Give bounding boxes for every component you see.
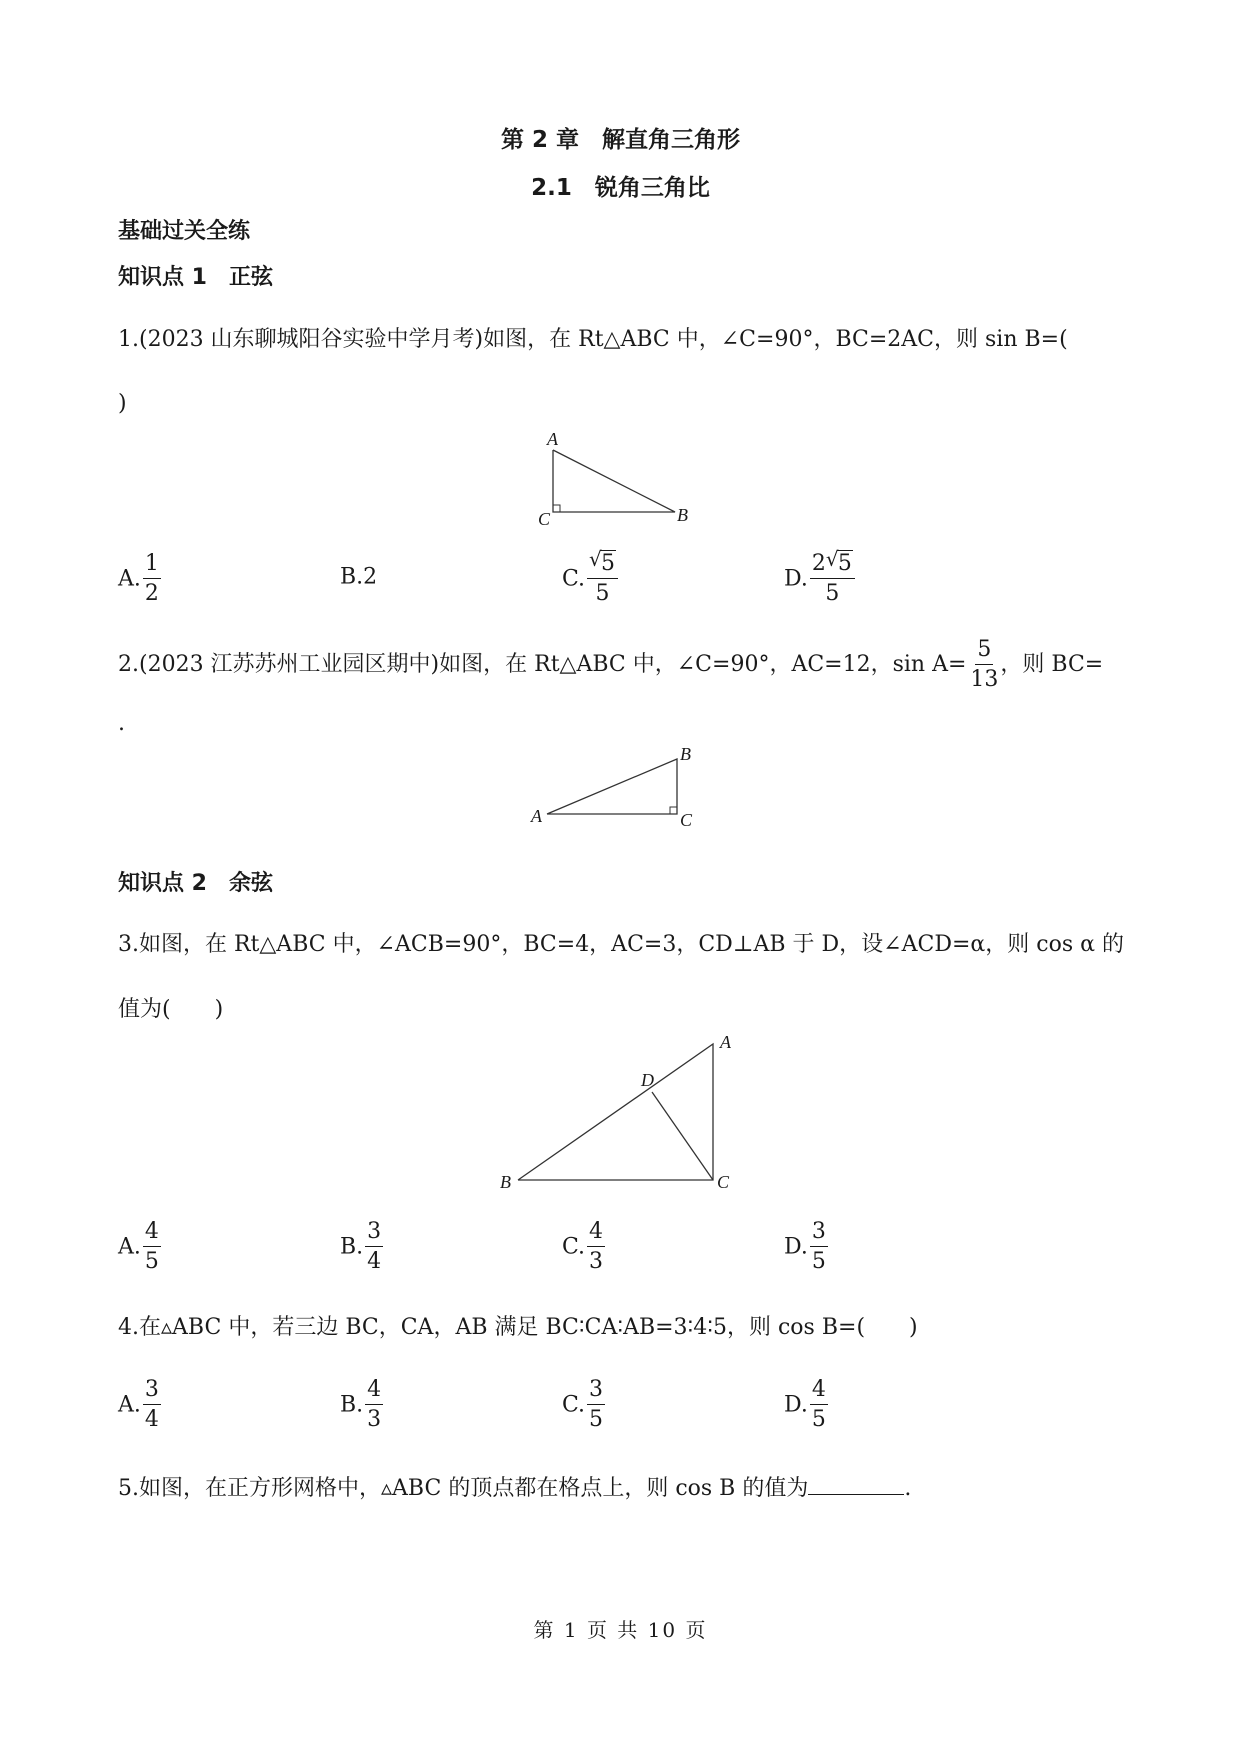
q1-triangle [553,450,675,512]
page-footer: 第 1 页 共 10 页 [533,1618,708,1642]
q5-text: 5.如图，在正方形网格中，▵ABC 的顶点都在格点上，则 cos B 的值为 . [118,1476,912,1501]
q1-right-angle-mark [553,505,560,512]
q1-option-c: C. √ $\frac{5}{5}$ [562,553,618,605]
q1-close: ) [118,391,127,416]
q1-label-C: C [538,509,551,529]
chapter-title: 第 2 章 解直角三角形 [500,127,741,153]
q2-label-A: A [531,806,542,826]
q2-period: . [118,711,125,736]
q2-triangle [547,759,677,814]
q3-text-2: 值为( ) [118,997,224,1022]
q3-label-D: D [641,1070,654,1090]
q3-figure [495,1030,745,1200]
q4-option-d: D. $\frac{4}{5}$ [784,1377,826,1432]
q1-figure [530,425,710,530]
q3-label-C: C [717,1172,730,1192]
q1-text: 1.(2023 山东聊城阳谷实验中学月考)如图，在 Rt△ABC 中，∠C=90°，BC=2AC，则 sin B=( [118,327,1068,352]
q2-right-angle-mark [670,807,677,814]
knowledge-point-1: 知识点 1 正弦 [118,265,273,290]
q4-option-c: C. $\frac{3}{5}$ [562,1377,604,1432]
q2-label-C: C [680,810,693,830]
q1-label-B: B [677,505,688,525]
q2-label-B: B [680,744,691,764]
q3-altitude-cd [652,1092,713,1180]
q3-option-c: C. $\frac{4}{3}$ [562,1219,604,1274]
section-title: 2.1 锐角三角比 [531,175,710,201]
q1-label-A: A [547,429,558,449]
q1-option-a: A. $\frac{1}{2}$ [118,551,159,606]
q3-label-A: A [720,1032,731,1052]
q5-answer-blank [808,1474,904,1495]
q2-text: 2.(2023 江苏苏州工业园区期中)如图，在 Rt△ABC 中，∠C=90°，AC=12，sin A= $\frac{5}{13}$ ，则 BC= [118,637,1104,692]
q1-option-b: B.2 [340,564,378,590]
q4-text: 4.在▵ABC 中，若三边 BC，CA，AB 满足 BC∶CA∶AB=3∶4∶5，则 cos B=( ) [118,1315,918,1340]
practice-heading: 基础过关全练 [118,219,251,244]
knowledge-point-2: 知识点 2 余弦 [118,871,273,896]
q2-figure [525,742,715,832]
q1-option-d: D. $\frac{2√ 5}{5}$ [784,553,855,605]
q3-triangle [518,1044,713,1180]
q3-option-b: B. $\frac{3}{4}$ [340,1219,382,1274]
q3-option-d: D. $\frac{3}{5}$ [784,1219,826,1274]
q4-option-a: A. $\frac{3}{4}$ [118,1377,159,1432]
q3-text: 3.如图，在 Rt△ABC 中，∠ACB=90°，BC=4，AC=3，CD⊥AB 于 D，设∠ACD=α，则 cos α 的 [118,932,1124,957]
q4-option-b: B. $\frac{4}{3}$ [340,1377,382,1432]
q3-option-a: A. $\frac{4}{5}$ [118,1219,159,1274]
q3-label-B: B [500,1172,511,1192]
